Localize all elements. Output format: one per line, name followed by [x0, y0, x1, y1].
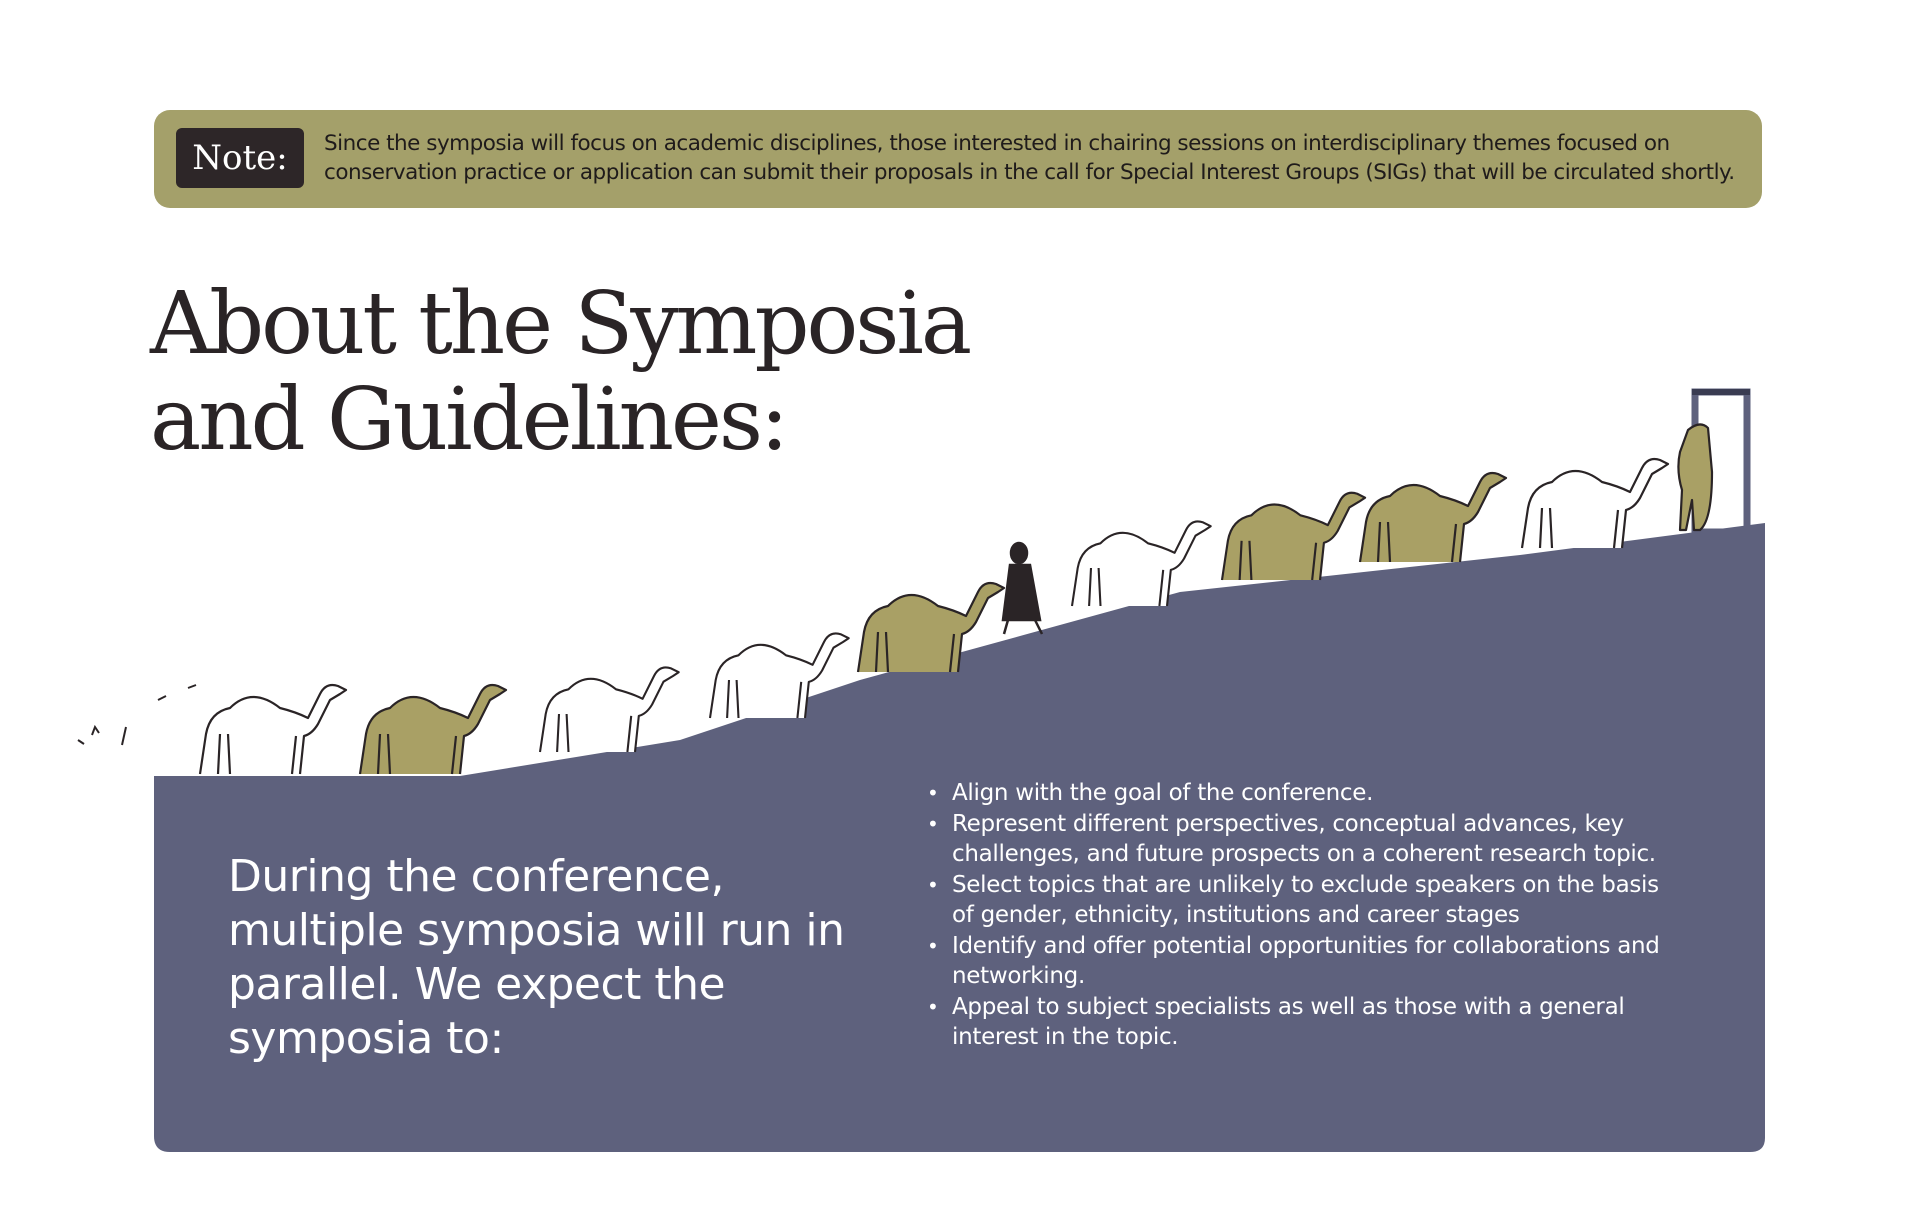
bullet-icon: •: [927, 781, 939, 805]
camel-icon: [540, 667, 679, 752]
page-title-line-1: About the Symposia: [150, 274, 970, 374]
guideline-item: • Identify and offer potential opportunities for collaborations and networking.: [927, 932, 1660, 989]
camel-icon: [360, 685, 506, 774]
camel-icon: [1522, 459, 1668, 548]
dust-specks: [78, 685, 196, 745]
camel-icon: [1678, 424, 1712, 530]
guideline-item: • Select topics that are unlikely to exclude speakers on the basis of gender, ethnicity, institutions and career stages: [927, 871, 1659, 928]
camel-icon: [200, 685, 346, 774]
page-title-line-2: and Guidelines:: [150, 370, 786, 470]
note-text: Since the symposia will focus on academic disciplines, those interested in chairing sessions on interdisciplinary themes focused on conservation practice or application can submit their proposals in the call for Special Interest Groups (SIGs) that will be circulated shortly.: [324, 131, 1735, 185]
guideline-item: • Represent different perspectives, conceptual advances, key challenges, and future prospects on a coherent research topic.: [927, 810, 1656, 867]
bullet-icon: •: [927, 872, 939, 897]
guideline-item: • Appeal to subject specialists as well as those with a general interest in the topic.: [927, 993, 1625, 1050]
person-icon: [1003, 543, 1042, 634]
bullet-icon: •: [927, 811, 939, 836]
bullet-icon: •: [927, 933, 939, 958]
note-label: Note:: [176, 128, 304, 188]
guideline-item: • Align with the goal of the conference.: [922, 778, 1682, 809]
camel-icon: [1360, 473, 1506, 562]
camel-icon: [1222, 493, 1365, 580]
guidelines-list: [922, 778, 1682, 1053]
symposia-intro-text: During the conference, multiple symposia will run in parallel. We expect the symposia to:: [228, 851, 845, 1064]
bullet-icon: •: [927, 994, 939, 1019]
